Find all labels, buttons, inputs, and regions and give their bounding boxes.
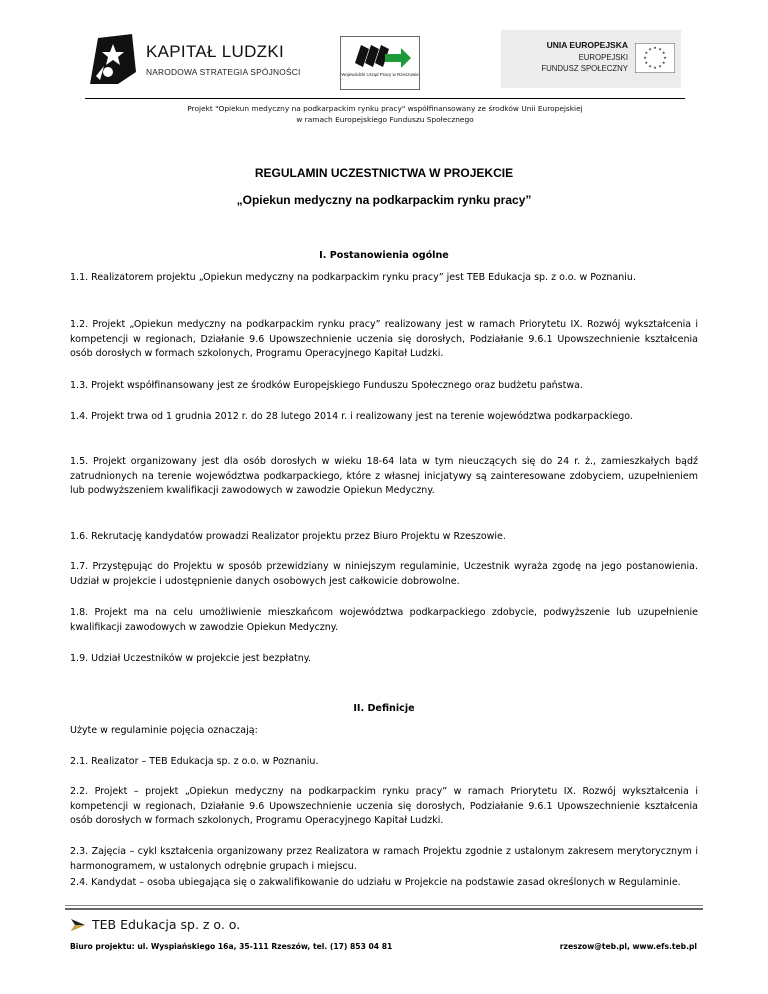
paragraph-2-2: 2.2. Projekt – projekt „Opiekun medyczny na podkarpackim rynku pracy” w ramach Priorytetu IX. Rozwój wykształcenia i kompetencji w regionach, Działanie 9.6 Upowszechnienie uczenia się dorosłych, Podziałanie 9.6.1 Upowszechnienie kształcenia osób dorosłych w formach szkolonych, Programu Operacyjnego Kapitał Ludzki. — [70, 786, 698, 826]
wup-emblem-icon — [341, 37, 419, 89]
header-rule — [85, 98, 685, 99]
footer-rule-thin — [65, 905, 703, 906]
paragraph-2-4: 2.4. Kandydat – osoba ubiegająca się o zakwalifikowanie do udziału w Projekcie na podstawie zasad określonych w Regulaminie. — [70, 877, 681, 888]
paragraph-1-7: 1.7. Przystępując do Projektu w sposób przewidziany w niniejszym regulaminie, Uczestnik wyraża zgodę na jego postanowienia. Udział w projekcie i udostępnienie danych osobowych jest całkowicie dobrowolne. — [70, 561, 698, 587]
svg-text:★: ★ — [661, 60, 666, 65]
kapital-ludzki-subtitle: NARODOWA STRATEGIA SPÓJNOŚCI — [146, 67, 301, 77]
svg-text:★: ★ — [658, 46, 662, 52]
document-title: REGULAMIN UCZESTNICTWA W PROJEKCIE — [254, 166, 514, 180]
wup-caption: Wojewódzki Urząd Pracy w Rzeszowie — [341, 72, 419, 77]
paragraph-1-2: 1.2. Projekt „Opiekun medyczny na podkarpackim rynku pracy” realizowany jest w ramach Priorytetu IX. Rozwój wykształcenia i kompetencji w regionach, Działanie 9.6 Upowszechnienie uczenia się dorosłych, Podziałanie 9.6.1 Upowszechnienie kształcenia osób dorosłych w formach szkolonych, Programu Operacyjnego Kapitał Ludzki. — [70, 319, 698, 359]
project-cofinancing-note — [85, 103, 685, 125]
paragraph-1-5: 1.5. Projekt organizowany jest dla osób dorosłych w wieku 18-64 lata w tym nieuczących się do 24 r. ż., zamieszkałych bądź zatrudnionych na terenie województwa podkarpackiego, które z własnej inicjatywy są zainteresowane zdobyciem, uzupełnieniem lub podwyższeniem kwalifikacji zawodowych w zawodzie Opiekun Medyczny. — [70, 456, 698, 496]
svg-text:★: ★ — [658, 63, 662, 69]
kapital-ludzki-emblem-icon — [88, 32, 138, 86]
paragraph-1-9: 1.9. Udział Uczestników w projekcie jest bezpłatny. — [70, 653, 312, 664]
svg-text:★: ★ — [661, 50, 666, 55]
project-note-line-2: w ramach Europejskiego Funduszu Społecznego — [296, 115, 474, 124]
teb-company-name: TEB Edukacja sp. z o. o. — [92, 917, 241, 932]
eu-line-3: FUNDUSZ SPOŁECZNY — [541, 64, 628, 73]
document-subtitle: „Opiekun medyczny na podkarpackim rynku pracy” — [236, 193, 532, 207]
footer-rule-thick — [65, 908, 703, 910]
kapital-ludzki-logo — [88, 32, 318, 86]
svg-text:★: ★ — [648, 46, 652, 52]
eu-line-2: EUROPEJSKI — [578, 53, 628, 62]
eu-flag-icon — [635, 43, 675, 73]
eu-line-1: UNIA EUROPEJSKA — [546, 40, 628, 50]
svg-text:★: ★ — [644, 50, 649, 55]
paragraph-2-1: 2.1. Realizator – TEB Edukacja sp. z o.o. w Poznaniu. — [70, 756, 319, 767]
svg-text:★: ★ — [663, 55, 667, 60]
teb-logo-icon — [70, 917, 86, 933]
footer-contact: rzeszow@teb.pl, www.efs.teb.pl — [559, 942, 697, 951]
wup-logo — [340, 36, 420, 90]
project-note-line-1: Projekt "Opiekun medyczny na podkarpackim rynku pracy" współfinansowany ze środków Unii Europejskiej — [187, 104, 583, 113]
section-2-heading: II. Definicje — [353, 703, 415, 714]
kapital-ludzki-title: KAPITAŁ LUDZKI — [146, 42, 285, 61]
svg-text:★: ★ — [653, 45, 657, 50]
paragraph-1-6: 1.6. Rekrutację kandydatów prowadzi Realizator projektu przez Biuro Projektu w Rzeszowie. — [70, 531, 506, 542]
footer-address: Biuro projektu: ul. Wyspiańskiego 16a, 35-111 Rzeszów, tel. (17) 853 04 81 — [70, 942, 393, 951]
section-2-intro: Użyte w regulaminie pojęcia oznaczają: — [70, 725, 258, 736]
eu-logo — [501, 30, 681, 88]
paragraph-1-8: 1.8. Projekt ma na celu umożliwienie mieszkańcom województwa podkarpackiego zdobycie, podwyższenie lub uzupełnienie kwalifikacji zawodowych w zawodzie Opiekun Medyczny. — [70, 607, 698, 633]
paragraph-1-3: 1.3. Projekt współfinansowany jest ze środków Europejskiego Funduszu Społecznego oraz budżetu państwa. — [70, 380, 583, 391]
header-logos — [0, 28, 768, 92]
svg-text:★: ★ — [643, 55, 647, 60]
paragraph-2-3: 2.3. Zajęcia – cykl kształcenia organizowany przez Realizatora w ramach Projektu zgodnie z ustalonym zakresem merytorycznym i harmonogramem, w ustalonych odrębnie grupach i miejscu. — [70, 846, 698, 872]
svg-text:★: ★ — [648, 63, 652, 69]
paragraph-1-4: 1.4. Projekt trwa od 1 grudnia 2012 r. do 28 lutego 2014 r. i realizowany jest na terenie województwa podkarpackiego. — [70, 411, 633, 422]
paragraph-1-1: 1.1. Realizatorem projektu „Opiekun medyczny na podkarpackim rynku pracy” jest TEB Edukacja sp. z o.o. w Poznaniu. — [70, 272, 636, 283]
section-1-heading: I. Postanowienia ogólne — [319, 250, 449, 261]
svg-text:★: ★ — [644, 60, 649, 65]
svg-text:★: ★ — [653, 65, 657, 70]
